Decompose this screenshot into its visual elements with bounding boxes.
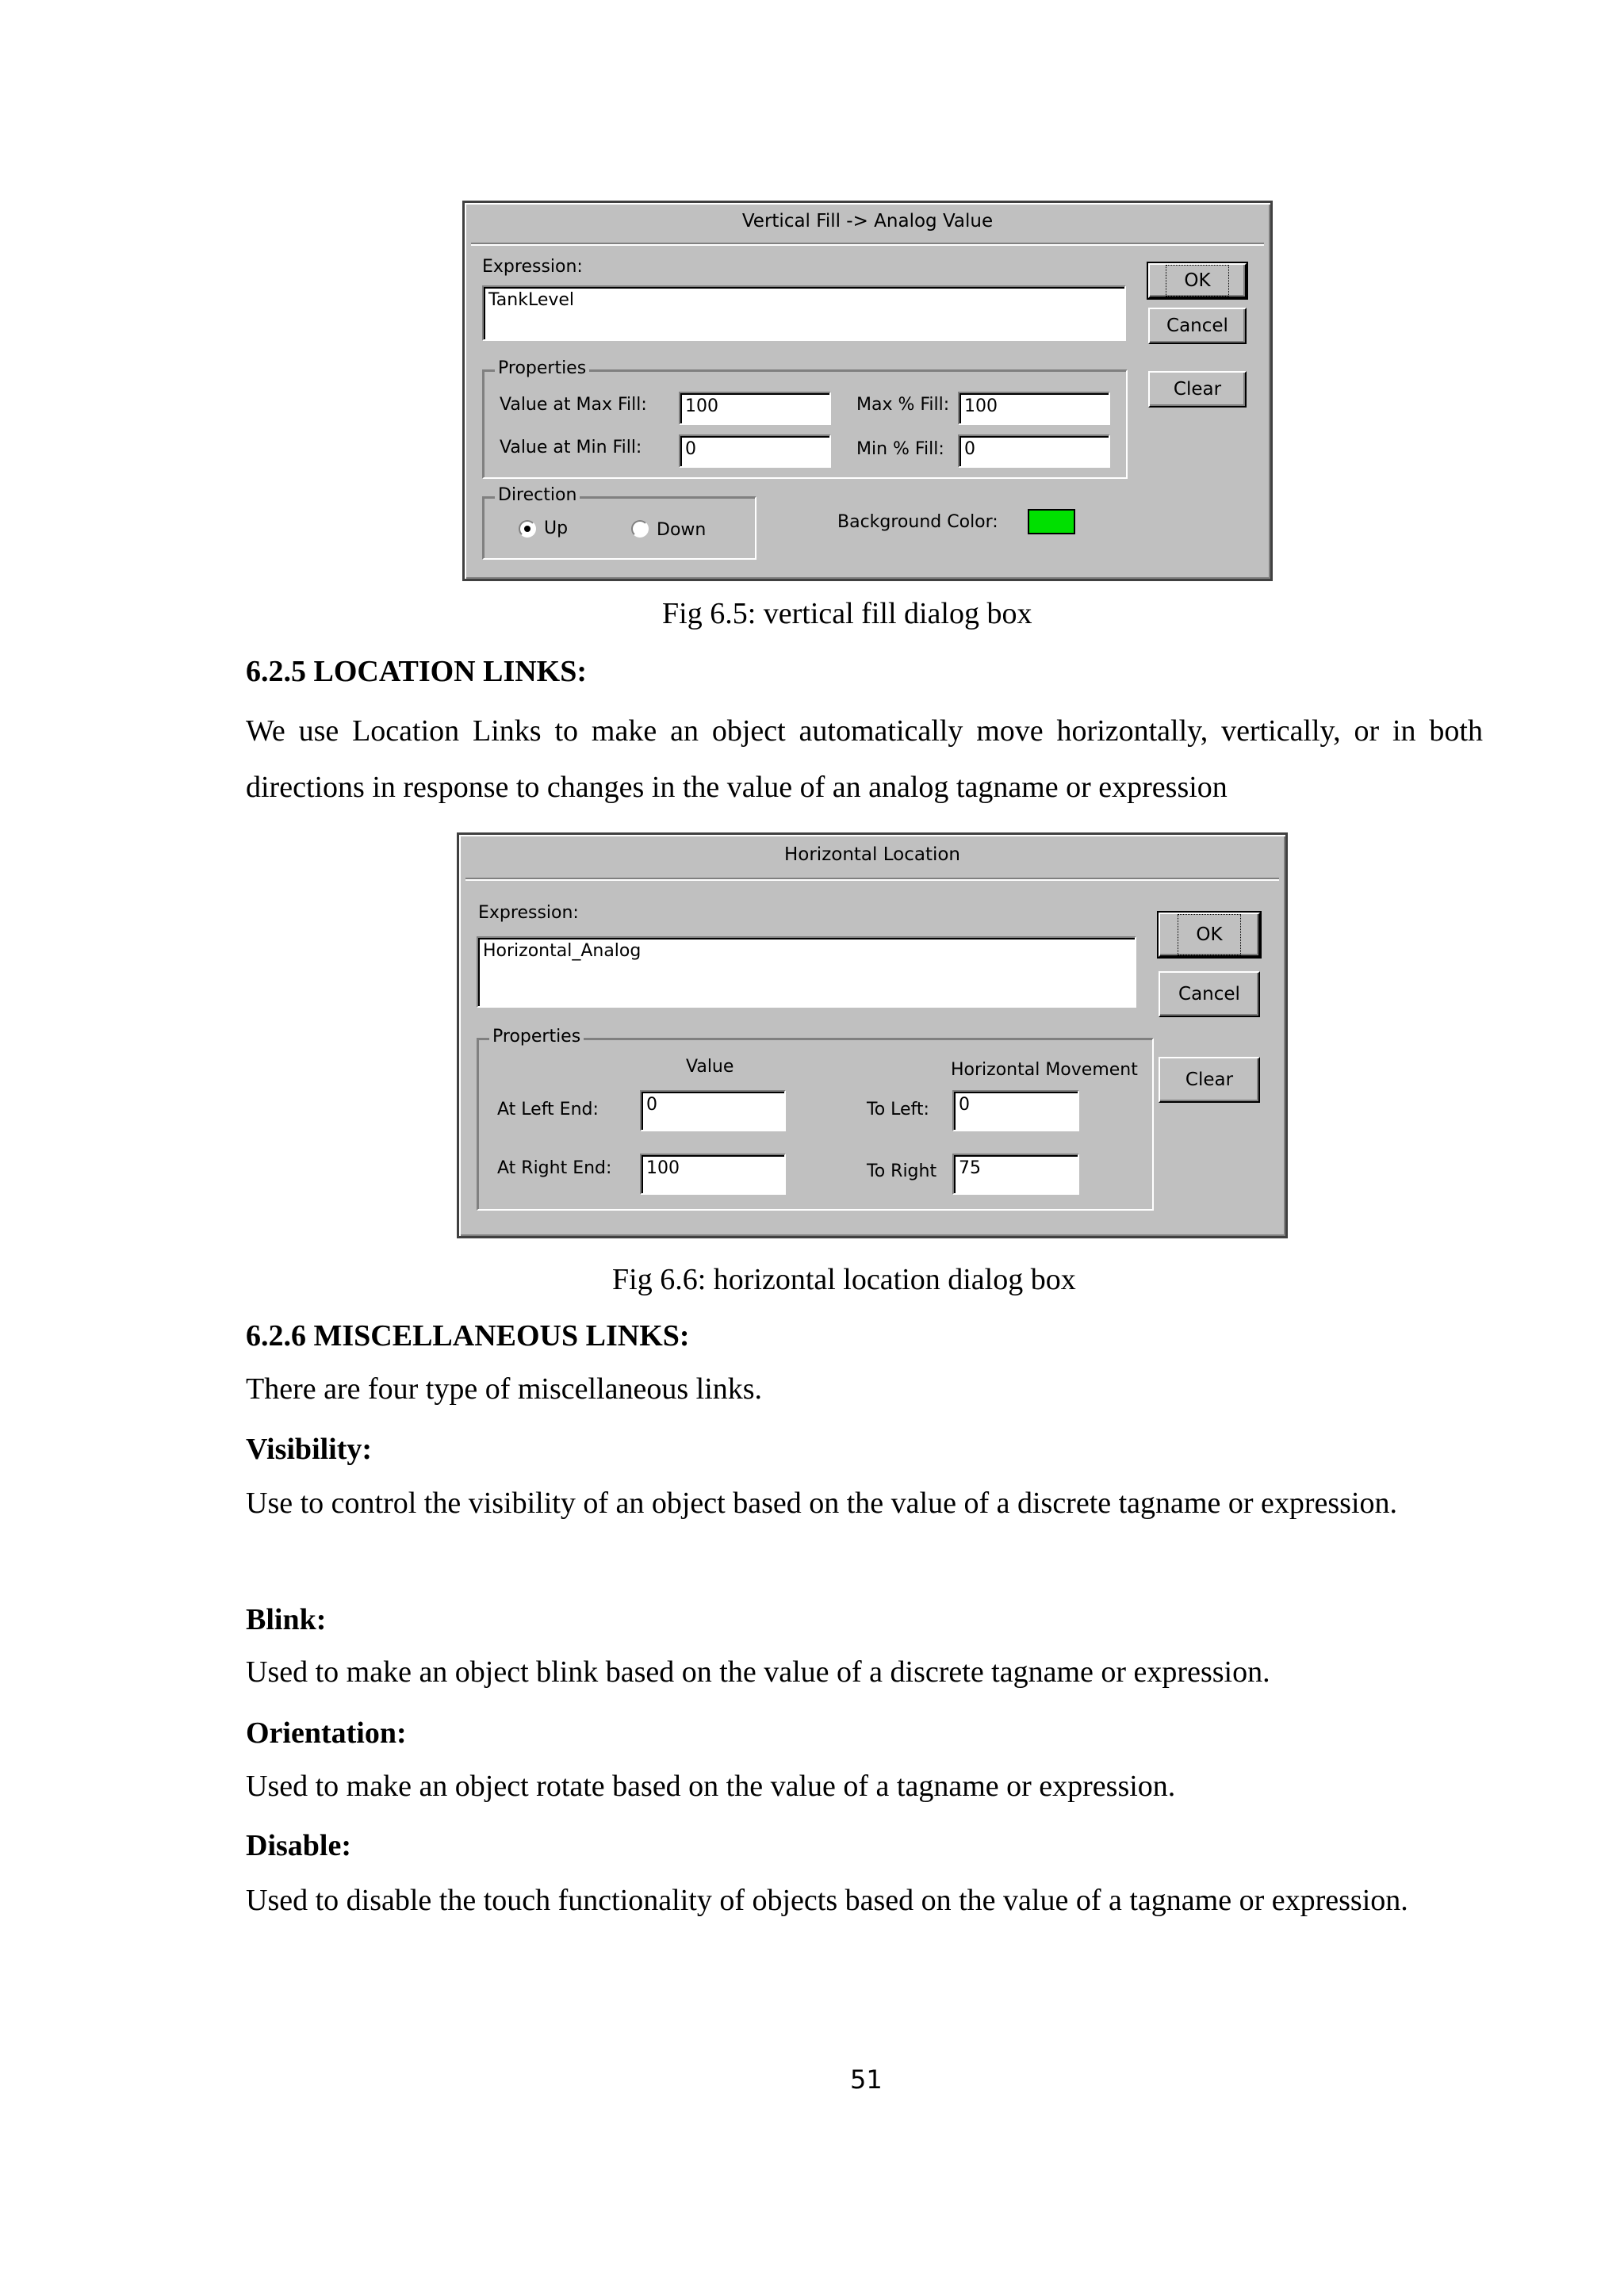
to-left-input[interactable]: 0 bbox=[952, 1090, 1079, 1131]
down-radio[interactable] bbox=[631, 520, 649, 538]
disable-body: Used to disable the touch functionality of objects based on the value of a tagname or expression. bbox=[246, 1884, 1408, 1917]
direction-legend: Direction bbox=[495, 485, 580, 505]
direction-group bbox=[482, 485, 756, 560]
fig-6-5-caption: Fig 6.5: vertical fill dialog box bbox=[662, 597, 1032, 630]
fig-6-6-caption: Fig 6.6: horizontal location dialog box bbox=[612, 1263, 1076, 1296]
left-end-label: At Left End: bbox=[497, 1100, 599, 1119]
to-right-input[interactable]: 75 bbox=[952, 1154, 1079, 1195]
max-fill-input[interactable]: 100 bbox=[679, 392, 831, 425]
background-color-swatch[interactable] bbox=[1028, 509, 1075, 534]
right-end-label: At Right End: bbox=[497, 1158, 612, 1178]
orientation-heading: Orientation: bbox=[246, 1716, 407, 1750]
visibility-body: Use to control the visibility of an object based on the value of a discrete tagname or expression. bbox=[246, 1487, 1398, 1520]
title-divider bbox=[465, 878, 1279, 881]
expression-label: Expression: bbox=[482, 257, 583, 277]
clear-button[interactable]: Clear bbox=[1159, 1057, 1260, 1103]
to-right-label: To Right bbox=[867, 1161, 937, 1181]
to-left-label: To Left: bbox=[867, 1100, 929, 1119]
cancel-button[interactable]: Cancel bbox=[1148, 308, 1247, 344]
ok-button-label: OK bbox=[1178, 914, 1240, 955]
section-6-2-6-heading: 6.2.6 MISCELLANEOUS LINKS: bbox=[246, 1319, 690, 1353]
up-label: Up bbox=[544, 519, 569, 538]
right-end-input[interactable]: 100 bbox=[640, 1154, 786, 1195]
expression-input[interactable]: TankLevel bbox=[482, 285, 1126, 341]
expression-label: Expression: bbox=[478, 903, 579, 923]
properties-group bbox=[477, 1027, 1154, 1211]
title-divider bbox=[471, 243, 1264, 246]
visibility-heading: Visibility: bbox=[246, 1433, 373, 1466]
ok-button[interactable] bbox=[1148, 263, 1247, 298]
expression-input[interactable]: Horizontal_Analog bbox=[477, 936, 1136, 1008]
section-6-2-5-heading: 6.2.5 LOCATION LINKS: bbox=[246, 655, 588, 688]
max-fill-label: Value at Max Fill: bbox=[500, 395, 647, 415]
min-pct-input[interactable]: 0 bbox=[958, 434, 1110, 468]
radio-selected-dot bbox=[524, 526, 530, 532]
cancel-button[interactable]: Cancel bbox=[1159, 971, 1260, 1017]
max-pct-label: Max % Fill: bbox=[856, 395, 950, 415]
vertical-fill-dialog bbox=[462, 201, 1273, 581]
horizontal-movement-column-header: Horizontal Movement bbox=[951, 1060, 1138, 1080]
dialog-title: Vertical Fill -> Analog Value bbox=[741, 211, 994, 232]
max-pct-input[interactable]: 100 bbox=[958, 392, 1110, 425]
dialog-title: Horizontal Location bbox=[783, 844, 961, 865]
section-6-2-5-body: We use Location Links to make an object automatically move horizontally, vertically, or in both directions in response to changes in the value of an analog tagname or expression bbox=[246, 714, 1483, 804]
disable-heading: Disable: bbox=[246, 1829, 351, 1862]
properties-legend: Properties bbox=[489, 1027, 584, 1047]
min-pct-label: Min % Fill: bbox=[856, 439, 944, 459]
properties-group bbox=[482, 358, 1128, 479]
orientation-body: Used to make an object rotate based on the value of a tagname or expression. bbox=[246, 1770, 1176, 1803]
min-fill-label: Value at Min Fill: bbox=[500, 438, 642, 457]
clear-button[interactable]: Clear bbox=[1148, 371, 1247, 408]
ok-button-label: OK bbox=[1166, 265, 1228, 297]
ok-button[interactable] bbox=[1159, 913, 1260, 957]
value-column-header: Value bbox=[686, 1057, 734, 1077]
blink-body: Used to make an object blink based on the value of a discrete tagname or expression. bbox=[246, 1655, 1270, 1689]
left-end-input[interactable]: 0 bbox=[640, 1090, 786, 1131]
section-6-2-6-intro: There are four type of miscellaneous links. bbox=[246, 1372, 763, 1406]
blink-heading: Blink: bbox=[246, 1603, 327, 1636]
page-number: 51 bbox=[850, 2064, 883, 2095]
min-fill-input[interactable]: 0 bbox=[679, 434, 831, 468]
background-color-label: Background Color: bbox=[837, 512, 998, 532]
horizontal-location-dialog bbox=[457, 832, 1288, 1238]
up-radio[interactable] bbox=[519, 520, 536, 538]
down-label: Down bbox=[657, 520, 707, 540]
properties-legend: Properties bbox=[495, 358, 589, 378]
